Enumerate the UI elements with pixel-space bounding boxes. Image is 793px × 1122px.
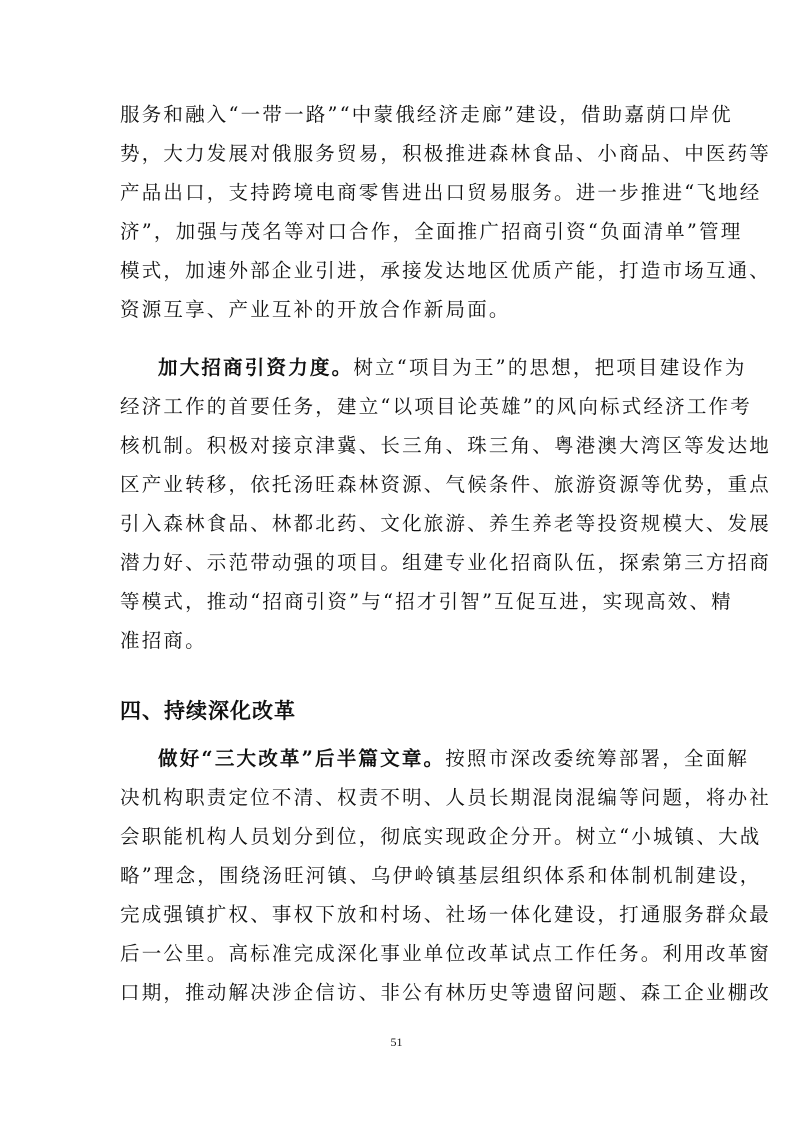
paragraph-1-line-3: 产品出口，支持跨境电商零售进出口贸易服务。进一步推进“飞地经 <box>120 181 762 204</box>
paragraph-1-line-4: 济”，加强与茂名等对口合作，全面推广招商引资“负面清单”管理 <box>120 220 743 243</box>
paragraph-3-line-4: 略”理念，围绕汤旺河镇、乌伊岭镇基层组织体系和体制机制建设， <box>120 864 762 887</box>
paragraph-3-line-6: 后一公里。高标准完成深化事业单位改革试点工作任务。利用改革窗 <box>120 942 772 965</box>
paragraph-3-line-2: 决机构职责定位不清、权责不明、人员长期混岗混编等问题，将办社 <box>120 786 772 809</box>
paragraph-1-line-2: 势，大力发展对俄服务贸易，积极推进森林食品、小商品、中医药等 <box>120 142 772 165</box>
paragraph-3-lead: 做好“三大改革”后半篇文章。 <box>158 747 446 770</box>
paragraph-2-lead: 加大招商引资力度。 <box>158 356 354 379</box>
paragraph-2-first-line-text: 树立“项目为王”的思想，把项目建设作为 <box>353 356 747 379</box>
paragraph-3-line-3: 会职能机构人员划分到位，彻底实现政企分开。树立“小城镇、大战 <box>120 825 762 848</box>
paragraph-2-line-6: 潜力好、示范带动强的项目。组建专业化招商队伍，探索第三方招商 <box>120 551 772 574</box>
paragraph-2-line-4: 区产业转移，依托汤旺森林资源、气候条件、旅游资源等优势，重点 <box>120 473 772 496</box>
paragraph-2-line-8: 准招商。 <box>120 629 207 652</box>
paragraph-3-line-1 <box>158 744 750 774</box>
paragraph-2-line-5: 引入森林食品、林都北药、文化旅游、养生养老等投资规模大、发展 <box>120 512 772 535</box>
paragraph-2-line-1 <box>158 353 747 383</box>
paragraph-3-line-7: 口期，推动解决涉企信访、非公有林历史等遗留问题、森工企业棚改 <box>120 981 772 1004</box>
page-number: 51 <box>390 1035 403 1049</box>
paragraph-1-line-1: 服务和融入“一带一路”“中蒙俄经济走廊”建设，借助嘉荫口岸优 <box>120 103 733 126</box>
paragraph-1-line-6: 资源互享、产业互补的开放合作新局面。 <box>120 298 511 321</box>
paragraph-3-line-5: 完成强镇扩权、事权下放和村场、社场一体化建设，打通服务群众最 <box>120 903 772 926</box>
paragraph-3-first-line-text: 按照市深改委统筹部署，全面解 <box>445 747 750 770</box>
section-heading: 四、持续深化改革 <box>120 699 296 723</box>
paragraph-1-line-5: 模式，加速外部企业引进，承接发达地区优质产能，打造市场互通、 <box>120 259 772 282</box>
paragraph-2-line-2: 经济工作的首要任务，建立“以项目论英雄”的风向标式经济工作考 <box>120 395 752 418</box>
paragraph-2-line-7: 等模式，推动“招商引资”与“招才引智”互促互进，实现高效、精 <box>120 590 733 613</box>
paragraph-2-line-3: 核机制。积极对接京津冀、长三角、珠三角、粤港澳大湾区等发达地 <box>120 434 772 457</box>
